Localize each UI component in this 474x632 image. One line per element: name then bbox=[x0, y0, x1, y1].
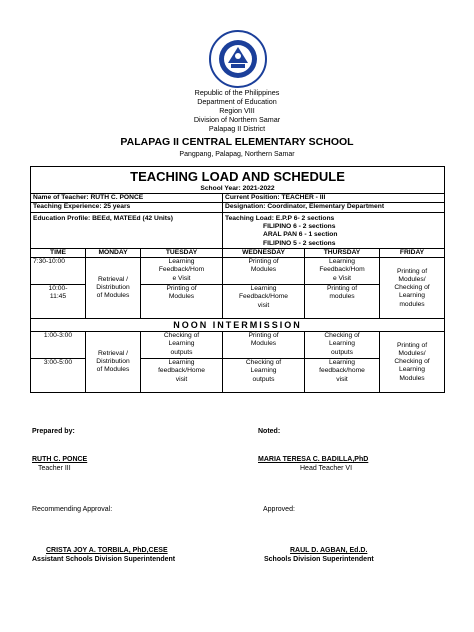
schedule-cell: Checking of Learning outputs bbox=[305, 332, 380, 359]
schedule-title: TEACHING LOAD AND SCHEDULE bbox=[31, 167, 445, 186]
schedule-cell: Printing of Modules bbox=[141, 285, 223, 319]
teaching-experience: Teaching Experience: 25 years bbox=[31, 203, 223, 212]
schedule-cell: Retrieval / Distribution of Modules bbox=[86, 332, 141, 393]
school-name: PALAPAG II CENTRAL ELEMENTARY SCHOOL bbox=[120, 136, 354, 148]
teacher-name: Name of Teacher: RUTH C. PONCE bbox=[31, 194, 223, 203]
teaching-load-line: FILIPINO 6 - 2 sections bbox=[263, 222, 336, 230]
col-time: TIME bbox=[31, 249, 86, 258]
teaching-load-line: FILIPINO 5 - 2 sections bbox=[263, 239, 336, 247]
schedule-cell: Learning feedback/home visit bbox=[305, 359, 380, 393]
header-region: Region VIII bbox=[219, 106, 255, 115]
current-position: Current Position: TEACHER - III bbox=[223, 194, 445, 203]
school-year: School Year: 2021-2022 bbox=[31, 185, 445, 194]
schedule-cell: Learning Feedback/Hom e Visit bbox=[305, 258, 380, 285]
head-signatory-name: MARIA TERESA C. BADILLA,PhD bbox=[258, 456, 369, 463]
time-slot: 3:00-5:00 bbox=[31, 359, 86, 393]
header-republic: Republic of the Philippines bbox=[194, 88, 280, 97]
head-signatory-title: Head Teacher VI bbox=[300, 465, 353, 472]
schedule-cell: Printing of Modules/ Checking of Learning modules bbox=[380, 258, 445, 319]
education-profile: Education Profile: BEEd, MATEEd (42 Units) bbox=[31, 212, 223, 248]
time-slot: 1:00-3:00 bbox=[31, 332, 86, 359]
schedule-cell: Retrieval / Distribution of Modules bbox=[86, 258, 141, 319]
header-department: Department of Education bbox=[197, 97, 277, 106]
schedule-cell: Checking of Learning outputs bbox=[223, 359, 305, 393]
designation: Designation: Coordinator, Elementary Department bbox=[223, 203, 445, 212]
schedule-cell: Checking of Learning outputs bbox=[141, 332, 223, 359]
header-division: Division of Northern Samar bbox=[193, 115, 281, 124]
teaching-load-line: ARAL PAN 6 - 1 section bbox=[263, 231, 338, 239]
sds-signatory-title: Schools Division Superintendent bbox=[264, 556, 374, 563]
header-district: Palapag II District bbox=[208, 124, 266, 133]
recommending-approval-label: Recommending Approval: bbox=[32, 506, 113, 513]
schedule-cell: Printing of Modules bbox=[223, 332, 305, 359]
schedule-cell: Printing of Modules/ Checking of Learning Modules bbox=[380, 332, 445, 393]
teaching-load bbox=[223, 212, 445, 248]
schedule-cell: Learning Feedback/Hom e Visit bbox=[141, 258, 223, 285]
time-slot: 7:30-10:00 bbox=[31, 258, 86, 285]
school-address: Pangpang, Palapag, Northern Samar bbox=[179, 151, 295, 158]
noted-label: Noted: bbox=[258, 428, 281, 435]
teacher-signatory-name: RUTH C. PONCE bbox=[32, 456, 88, 463]
col-tuesday: TUESDAY bbox=[141, 249, 223, 258]
schedule-cell: Printing of modules bbox=[305, 285, 380, 319]
schedule-cell: Printing of Modules bbox=[223, 258, 305, 285]
asds-signatory-name: CRISTA JOY A. TORBILA, PhD,CESE bbox=[46, 547, 168, 554]
teacher-signatory-title: Teacher III bbox=[38, 465, 71, 472]
time-slot: 10:00- 11:45 bbox=[31, 285, 86, 319]
sds-signatory-name: RAUL D. AGBAN, Ed.D. bbox=[290, 547, 368, 554]
col-friday: FRIDAY bbox=[380, 249, 445, 258]
col-thursday: THURSDAY bbox=[305, 249, 380, 258]
noon-intermission: NOON INTERMISSION bbox=[31, 319, 445, 332]
deped-seal-logo bbox=[209, 30, 267, 88]
approved-label: Approved: bbox=[263, 506, 295, 513]
teaching-schedule-table bbox=[30, 166, 445, 393]
col-wednesday: WEDNESDAY bbox=[223, 249, 305, 258]
col-monday: MONDAY bbox=[86, 249, 141, 258]
teaching-load-line: Teaching Load: E.P.P 6- 2 sections bbox=[225, 214, 335, 222]
schedule-cell: Learning feedback/Home visit bbox=[141, 359, 223, 393]
schedule-cell: Learning Feedback/Home visit bbox=[223, 285, 305, 319]
prepared-by-label: Prepared by: bbox=[32, 428, 75, 435]
asds-signatory-title: Assistant Schools Division Superintendent bbox=[32, 556, 176, 563]
